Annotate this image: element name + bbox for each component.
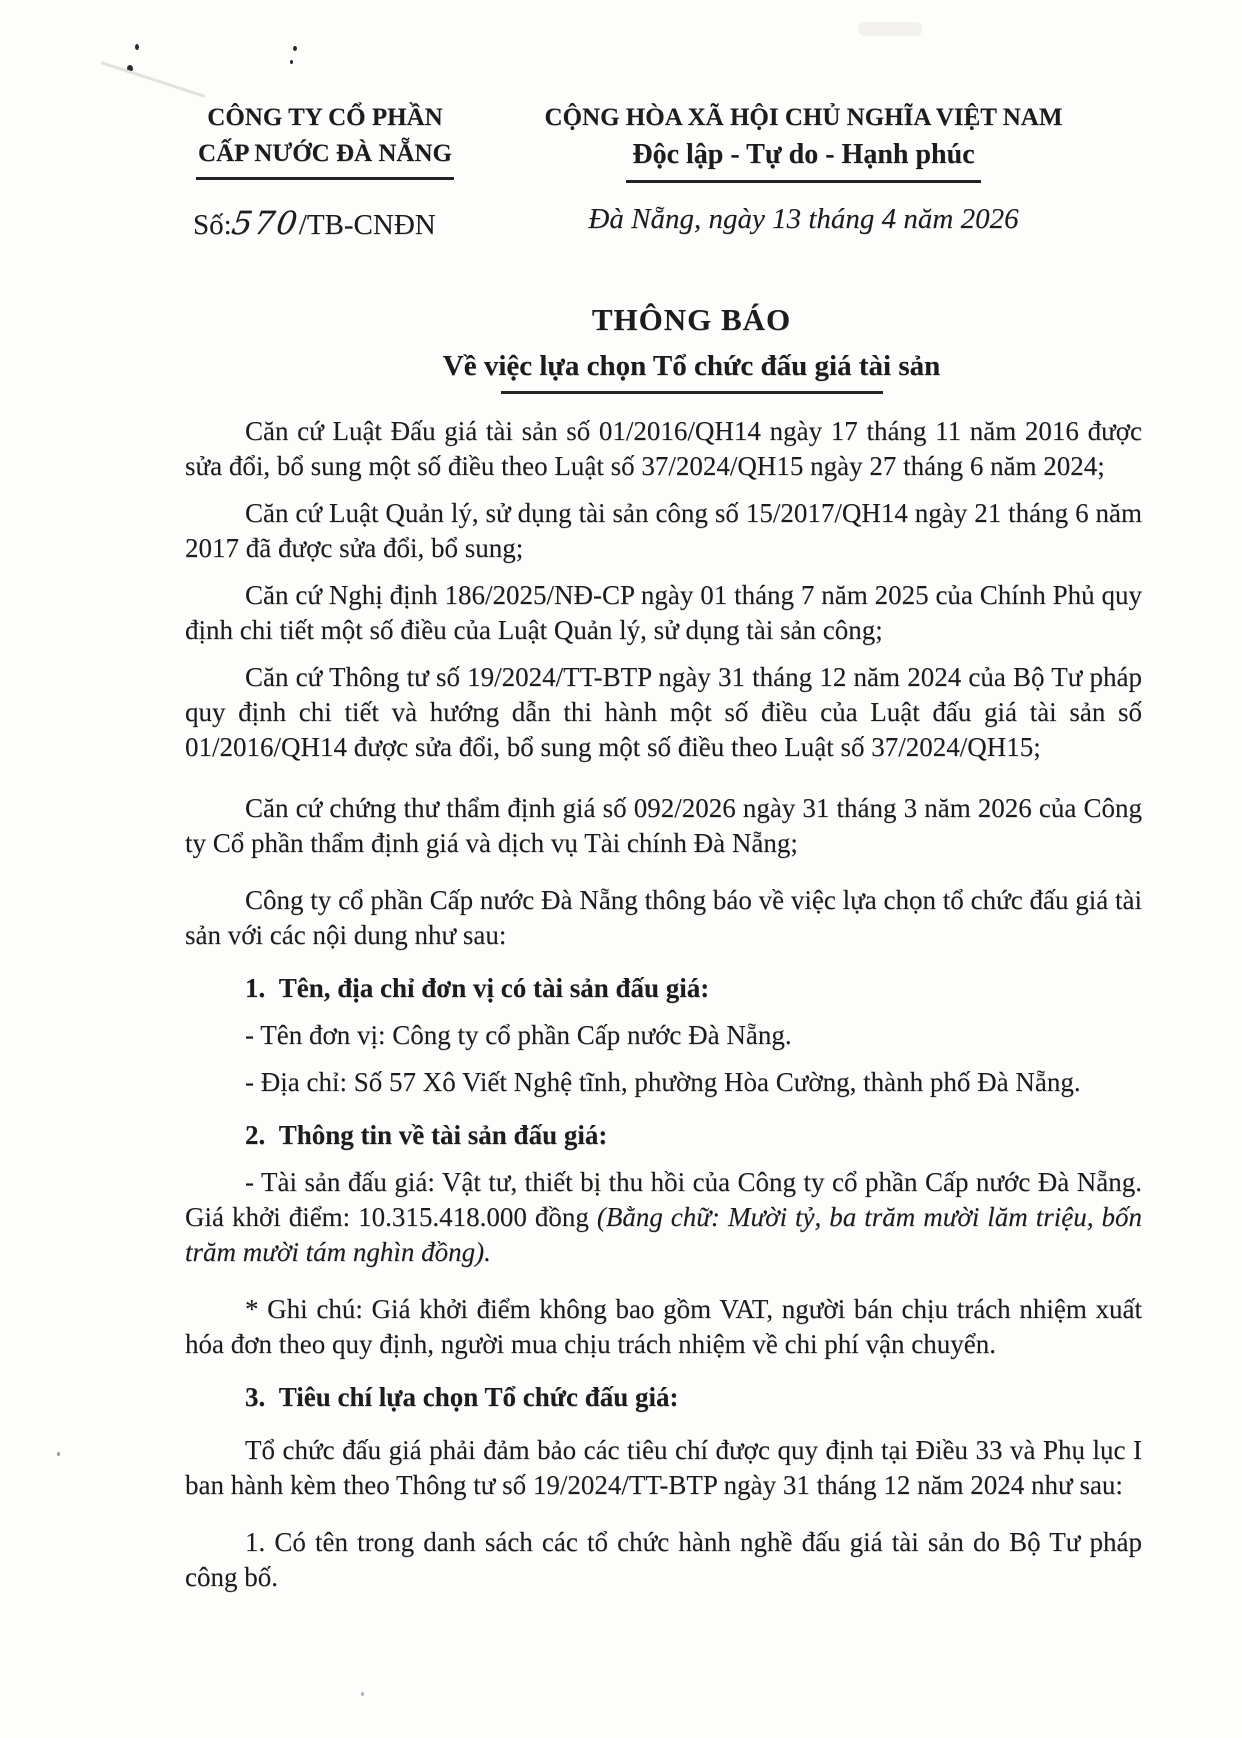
scan-speck — [290, 60, 293, 64]
section-heading — [185, 1380, 1142, 1415]
document-number — [185, 204, 465, 242]
body-paragraph — [185, 660, 1142, 765]
text-run: - Tài sản đấu giá: Vật tư, thiết bị thu hồi của Công ty cổ phần Cấp nước Đà Nẵng. Giá khởi điểm: 10.315.418.000 đồng — [185, 1167, 1142, 1232]
body-paragraph — [185, 578, 1142, 648]
text-run: Căn cứ Luật Đấu giá tài sản số 01/2016/QH14 ngày 17 tháng 11 năm 2016 được sửa đổi, bổ sung một số điều theo Luật số 37/2024/QH15 ngày 27 tháng 6 năm 2024; — [185, 416, 1142, 481]
scan-smudge — [100, 61, 206, 98]
document-body — [185, 414, 1142, 1595]
place-date-line: Đà Nẵng, ngày 13 tháng 4 năm 2026 — [588, 203, 1019, 235]
scan-speck — [135, 44, 139, 50]
national-motto-block — [465, 100, 1142, 236]
body-paragraph — [185, 414, 1142, 484]
body-paragraph — [185, 1292, 1142, 1362]
document-subtitle: Về việc lựa chọn Tổ chức đấu giá tài sản — [442, 350, 941, 382]
text-run: - Địa chỉ: Số 57 Xô Viết Nghệ tĩnh, phường Hòa Cường, thành phố Đà Nẵng. — [245, 1067, 1081, 1097]
text-run: - Tên đơn vị: Công ty cổ phần Cấp nước Đà Nẵng. — [245, 1020, 792, 1050]
subtitle-rule — [501, 391, 883, 394]
text-run: * Ghi chú: Giá khởi điểm không bao gồm VAT, người bán chịu trách nhiệm xuất hóa đơn theo quy định, người mua chịu trách nhiệm về chi phí vận chuyển. — [185, 1294, 1142, 1359]
text-run: Căn cứ Thông tư số 19/2024/TT-BTP ngày 31 tháng 12 năm 2024 của Bộ Tư pháp quy định chi tiết và hướng dẫn thi hành một số điều của Luật đấu giá tài sản số 01/2016/QH14 được sửa đổi, bổ sung một số điều theo Luật số 37/2024/QH15; — [185, 662, 1142, 762]
org-name-line1: CÔNG TY CỔ PHẦN — [207, 104, 443, 131]
body-paragraph — [185, 496, 1142, 566]
text-run: (Bằng chữ: Mười tỷ, ba trăm mười lăm triệu, bốn trăm mười tám nghìn đồng). — [185, 1202, 1142, 1267]
body-paragraph — [185, 791, 1142, 861]
issuing-org-block — [185, 100, 465, 242]
scan-smudge — [858, 22, 922, 36]
body-paragraph — [185, 1525, 1142, 1595]
body-paragraph — [185, 883, 1142, 953]
body-paragraph — [185, 1433, 1142, 1503]
section-heading — [185, 1118, 1142, 1153]
text-run: 1. Tên, địa chỉ đơn vị có tài sản đấu giá: — [245, 973, 710, 1003]
text-run: 3. Tiêu chí lựa chọn Tổ chức đấu giá: — [245, 1382, 679, 1412]
org-name-underline: CẤP NƯỚC ĐÀ NẴNG — [196, 136, 454, 180]
text-run: Công ty cổ phần Cấp nước Đà Nẵng thông báo về việc lựa chọn tổ chức đấu giá tài sản với các nội dung như sau: — [185, 885, 1142, 950]
national-motto-underline: Độc lập - Tự do - Hạnh phúc — [626, 136, 980, 183]
text-run: 1. Có tên trong danh sách các tổ chức hành nghề đấu giá tài sản do Bộ Tư pháp công bố. — [185, 1527, 1142, 1592]
text-run: Căn cứ Luật Quản lý, sử dụng tài sản công số 15/2017/QH14 ngày 21 tháng 6 năm 2017 đã được sửa đổi, bổ sung; — [185, 498, 1142, 563]
org-name-line2 — [185, 136, 465, 180]
body-paragraph — [185, 1065, 1142, 1100]
national-header-line: CỘNG HÒA XÃ HỘI CHỦ NGHĨA VIỆT NAM — [544, 104, 1063, 131]
scan-speck — [361, 1692, 364, 1696]
document-number-handwritten: 570 — [229, 204, 302, 242]
national-motto-line — [465, 136, 1142, 183]
body-paragraph — [185, 1018, 1142, 1053]
scan-speck — [293, 46, 297, 51]
title-block — [241, 300, 1142, 394]
document-number-prefix: Số: — [193, 209, 232, 241]
body-paragraph — [185, 1165, 1142, 1270]
text-run: Căn cứ chứng thư thẩm định giá số 092/2026 ngày 31 tháng 3 năm 2026 của Công ty Cổ phần thẩm định giá và dịch vụ Tài chính Đà Nẵng; — [185, 793, 1142, 858]
scan-speck — [57, 1452, 60, 1456]
document-title: THÔNG BÁO — [591, 302, 792, 337]
section-heading — [185, 971, 1142, 1006]
document-number-suffix: /TB-CNĐN — [298, 209, 436, 241]
document-content — [185, 100, 1142, 1595]
text-run: Tổ chức đấu giá phải đảm bảo các tiêu chí được quy định tại Điều 33 và Phụ lục I ban hành kèm theo Thông tư số 19/2024/TT-BTP ngày 31 tháng 12 năm 2024 như sau: — [185, 1435, 1142, 1500]
text-run: Căn cứ Nghị định 186/2025/NĐ-CP ngày 01 tháng 7 năm 2025 của Chính Phủ quy định chi tiết một số điều của Luật Quản lý, sử dụng tài sản công; — [185, 580, 1142, 645]
document-header — [185, 100, 1142, 242]
text-run: 2. Thông tin về tài sản đấu giá: — [245, 1120, 608, 1150]
